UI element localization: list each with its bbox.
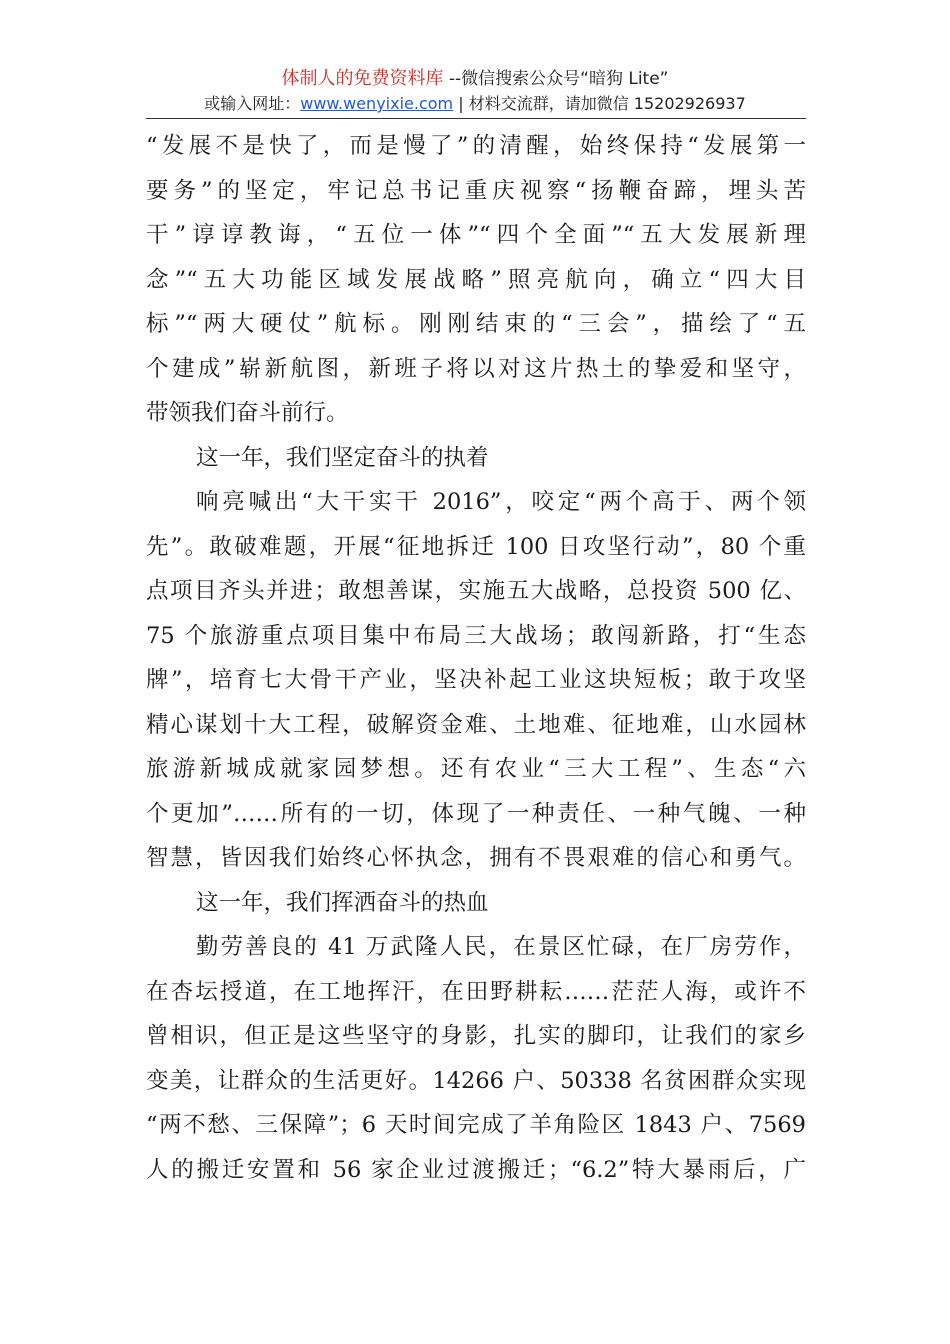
- header-title-line: [0, 68, 950, 90]
- body-line: 念”“五大功能区域发展战略”照亮航向，确立“四大目: [146, 266, 806, 293]
- body-line: 响亮喊出“大干实干 2016”，咬定“两个高于、两个领: [196, 489, 806, 515]
- body-line: 精心谋划十大工程，破解资金难、土地难、征地难，山水园林: [146, 711, 806, 738]
- body-line: 曾相识，但正是这些坚守的身影，扎实的脚印，让我们的家乡: [146, 1023, 806, 1049]
- body-line: 干”谆谆教诲，“五位一体”“四个全面”“五大发展新理: [146, 222, 806, 248]
- header-contact-line: [0, 93, 950, 115]
- body-line: 人的搬迁安置和 56 家企业过渡搬迁；“6.2”特大暴雨后，广: [146, 1156, 806, 1183]
- document-body: [146, 124, 806, 1192]
- body-line: 在杏坛授道，在工地挥汗，在田野耕耘……茫茫人海，或许不: [146, 978, 806, 1005]
- body-line: 旅游新城成就家园梦想。还有农业“三大工程”、生态“六: [146, 756, 806, 782]
- body-line: 勤劳善良的 41 万武隆人民，在景区忙碌，在厂房劳作，: [196, 934, 806, 960]
- body-line: 牌”，培育七大骨干产业，坚决补起工业这块短板；敢于攻坚: [146, 667, 806, 693]
- body-line: 先”。敢破难题，开展“征地拆迁 100 日攻坚行动”，80 个重: [146, 533, 806, 560]
- body-line: 标”“两大硬仗”航标。刚刚结束的“三会”，描绘了“五: [146, 311, 806, 337]
- header-url-prefix: 或输入网址：: [204, 94, 301, 113]
- header-contact-suffix: | 材料交流群，请加微信 15202926937: [453, 94, 746, 113]
- section-heading: 这一年，我们挥洒奋斗的热血: [196, 889, 489, 916]
- body-line: 点项目齐头并进；敢想善谋，实施五大战略，总投资 500 亿、: [146, 578, 806, 604]
- body-line: 要务”的坚定，牢记总书记重庆视察“扬鞭奋蹄，埋头苦: [146, 177, 806, 204]
- header-url-link[interactable]: www.wenyixie.com: [300, 94, 454, 113]
- body-line: 智慧，皆因我们始终心怀执念，拥有不畏艰难的信心和勇气。: [146, 845, 806, 871]
- header-tagline: --微信搜索公众号“暗狗 Lite”: [443, 69, 669, 89]
- body-line: 75 个旅游重点项目集中布局三大战场；敢闯新路，打“生态: [146, 622, 806, 649]
- body-line: 个建成”崭新航图，新班子将以对这片热土的挚爱和坚守，: [146, 355, 806, 382]
- header-divider: [146, 118, 806, 119]
- body-line: 个更加”……所有的一切，体现了一种责任、一种气魄、一种: [146, 800, 806, 827]
- body-line: 变美，让群众的生活更好。14266 户、50338 名贫困群众实现: [146, 1067, 806, 1094]
- body-line: “两不愁、三保障”；6 天时间完成了羊角险区 1843 户、7569: [146, 1112, 806, 1138]
- body-line: 带领我们奋斗前行。: [146, 400, 349, 426]
- body-line: “发展不是快了，而是慢了”的清醒，始终保持“发展第一: [146, 133, 806, 159]
- section-heading: 这一年，我们坚定奋斗的执着: [196, 444, 489, 471]
- page-header: [0, 68, 950, 115]
- header-brand: 体制人的免费资料库: [281, 68, 444, 89]
